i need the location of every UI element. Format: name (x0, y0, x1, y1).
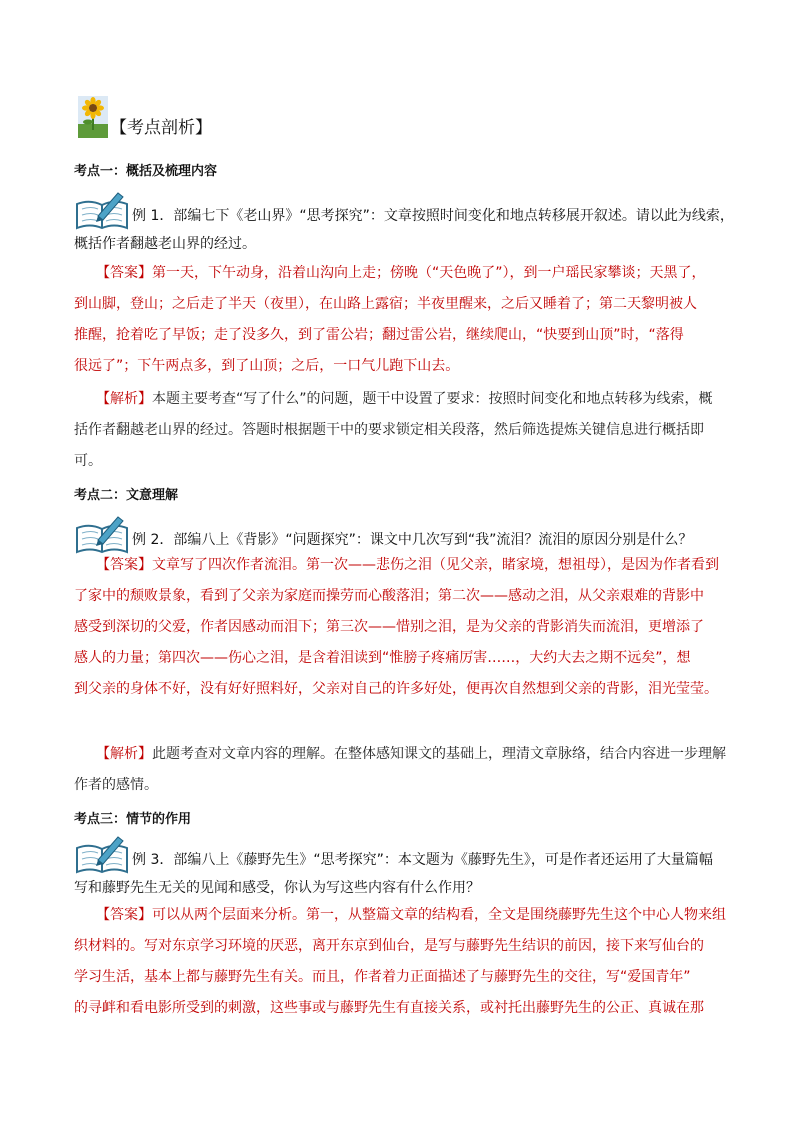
answer-paragraph-2 (74, 550, 724, 705)
section-heading-3: 考点三：情节的作用 (74, 812, 192, 827)
answer-line: 到山脚，登山；之后走了半天（夜里），在山路上露宿；半夜里醒来，之后又睡着了；第二天黎明被人 (74, 296, 697, 312)
answer-line: 很远了”；下午两点多，到了山顶；之后，一口气儿跑下山去。 (74, 358, 460, 374)
answer-line: 感人的力量；第四次——伤心之泪，是含着泪读到“惟膀子疼痛厉害……，大约大去之期不远矣”，想 (74, 650, 691, 666)
analysis-line: 作者的感情。 (74, 777, 158, 793)
answer-line: 推醒，抢着吃了早饭；走了没多久，到了雷公岩；翻过雷公岩，继续爬山，“快要到山顶”时，“落得 (74, 327, 684, 343)
answer-line: 的寻衅和看电影所受到的刺激，这些事或与藤野先生有直接关系，或衬托出藤野先生的公正、真诚在那 (74, 1000, 704, 1016)
answer-line: 可以从两个层面来分析。第一，从整篇文章的结构看，全文是围绕藤野先生这个中心人物来组 (152, 907, 726, 923)
answer-line: 第一天，下午动身，沿着山沟向上走；傍晚（“天色晚了”），到一户瑶民家攀谈；天黑了， (152, 265, 706, 281)
answer-paragraph-3 (74, 900, 724, 1024)
answer-tag: 【答案】 (96, 265, 152, 281)
example-text-3b: 写和藤野先生无关的见闻和感受，你认为写这些内容有什么作用？ (74, 880, 480, 896)
answer-tag: 【答案】 (96, 557, 152, 573)
book-pen-icon (74, 190, 130, 230)
answer-line: 到父亲的身体不好，没有好好照料好，父亲对自己的许多好处，便再次自然想到父亲的背影，泪光莹莹。 (74, 681, 718, 697)
section-heading-2: 考点二：文意理解 (74, 488, 179, 503)
section-heading-1: 考点一：概括及梳理内容 (74, 164, 218, 179)
answer-line: 学习生活，基本上都与藤野先生有关。而且，作者着力正面描述了与藤野先生的交往，写“爱国青年” (74, 969, 691, 985)
analysis-line: 此题考查对文章内容的理解。在整体感知课文的基础上，理清文章脉络，结合内容进一步理解 (152, 746, 726, 762)
example-block-2 (74, 514, 724, 554)
analysis-tag: 【解析】 (96, 746, 152, 762)
analysis-paragraph-1 (74, 384, 724, 477)
example-block-3 (74, 834, 724, 902)
header-title: 【考点剖析】 (110, 118, 212, 138)
answer-paragraph-1 (74, 258, 724, 382)
answer-line: 织材料的。写对东京学习环境的厌恶，离开东京到仙台，是写与藤野先生结识的前因，接下来写仙台的 (74, 938, 704, 954)
example-text-1a: 例 1．部编七下《老山界》“思考探究”：文章按照时间变化和地点转移展开叙述。请以此为线索， (132, 208, 734, 224)
analysis-line: 括作者翻越老山界的经过。答题时根据题干中的要求锁定相关段落，然后筛选提炼关键信息进行概括即 (74, 422, 704, 438)
example-block-1 (74, 190, 734, 258)
section-header (78, 96, 212, 138)
book-pen-icon (74, 514, 130, 554)
analysis-line: 本题主要考查“写了什么”的问题，题干中设置了要求：按照时间变化和地点转移为线索，概 (152, 391, 713, 407)
analysis-paragraph-2 (74, 739, 724, 801)
answer-line: 感受到深切的父爱，作者因感动而泪下；第三次——惜别之泪，是为父亲的背影消失而流泪，更增添了 (74, 619, 704, 635)
answer-line: 了家中的颓败景象，看到了父亲为家庭而操劳而心酸落泪；第二次——感动之泪，从父亲艰难的背影中 (74, 588, 704, 604)
book-pen-icon (74, 834, 130, 874)
example-text-3a: 例 3．部编八上《藤野先生》“思考探究”：本文题为《藤野先生》，可是作者还运用了大量篇幅 (132, 852, 713, 868)
answer-tag: 【答案】 (96, 907, 152, 923)
analysis-line: 可。 (74, 453, 102, 469)
analysis-tag: 【解析】 (96, 391, 152, 407)
answer-line: 文章写了四次作者流泪。第一次——悲伤之泪（见父亲，睹家境，想祖母），是因为作者看到 (152, 557, 719, 573)
example-text-2a: 例 2．部编八上《背影》“问题探究”：课文中几次写到“我”流泪？流泪的原因分别是什么？ (132, 532, 693, 548)
example-text-1b: 概括作者翻越老山界的经过。 (74, 236, 256, 252)
sunflower-icon (78, 96, 108, 138)
